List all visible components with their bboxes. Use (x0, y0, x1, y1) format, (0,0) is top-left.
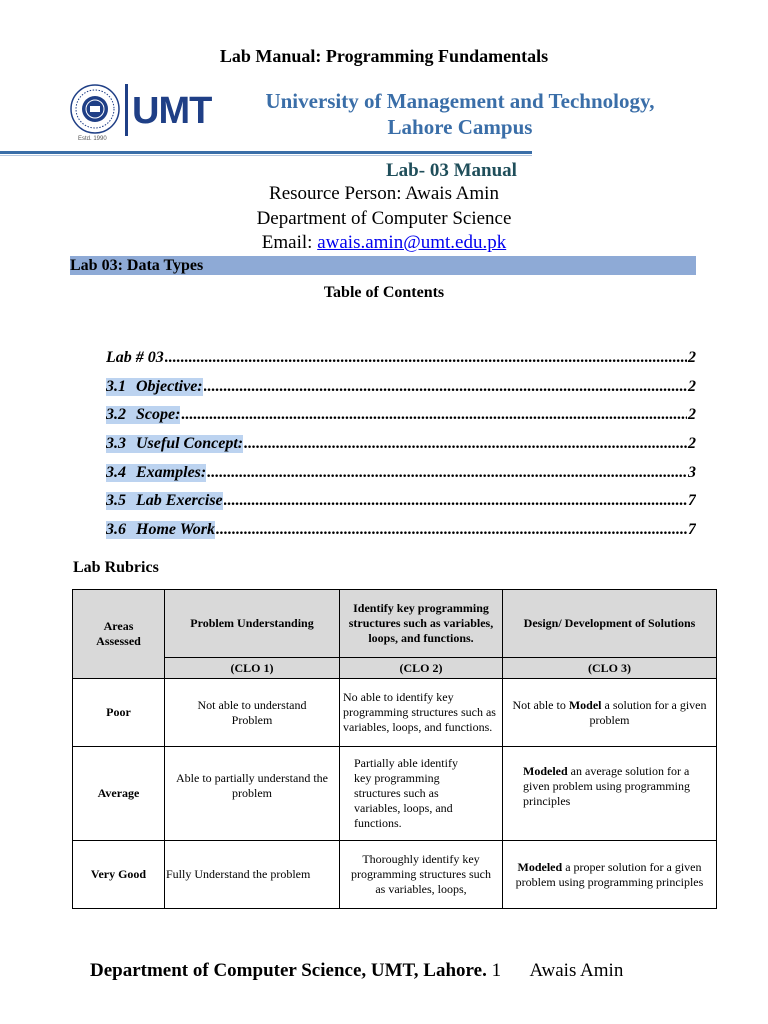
umt-logo-text: UMT (132, 90, 212, 132)
cell-text: Not able to (512, 697, 569, 712)
toc-item-number: 3.2 (106, 406, 136, 424)
toc-item-label: Home Work (136, 521, 215, 538)
cell-bold-text: Model (568, 697, 602, 712)
cell-identify-structures: No able to identify key programming structures such as variables, loops, and functions. (340, 679, 503, 747)
row-label: Very Good (73, 841, 165, 909)
toc-item-number: 3.6 (106, 521, 136, 539)
toc-item[interactable] (106, 435, 696, 457)
manual-title: Lab Manual: Programming Fundamentals (219, 46, 549, 66)
header-design-development: Design/ Development of Solutions (503, 590, 717, 658)
toc-item-page: 2 (688, 349, 696, 366)
row-label: Average (73, 747, 165, 841)
table-row (73, 679, 717, 747)
cell-problem-understanding: Fully Understand the problem (165, 841, 340, 909)
cell-problem-understanding: Able to partially understand the problem (165, 747, 340, 841)
toc-item-label: Lab # 03 (106, 349, 164, 366)
toc-item-page: 7 (688, 492, 696, 509)
footer-department: Department of Computer Science, UMT, Lahore. (90, 960, 487, 981)
toc-item-label: Scope: (136, 406, 181, 423)
toc-item-page: 7 (688, 521, 696, 538)
header-identify-structures: Identify key programming structures such as variables, loops, and functions. (340, 590, 503, 658)
toc-leader (165, 349, 687, 367)
table-row (73, 841, 717, 909)
toc-item[interactable] (106, 378, 696, 400)
clo-3: (CLO 3) (503, 658, 717, 679)
table-header-row (73, 590, 717, 658)
department: Department of Computer Science (256, 208, 512, 229)
toc-item-page: 3 (688, 464, 696, 481)
cell-text: a solution for a given problem (589, 697, 707, 727)
university-line-2: Lahore Campus (387, 115, 533, 139)
cell-text: an average solution for a given problem using programming principles (523, 764, 690, 808)
toc-item-page: 2 (688, 378, 696, 395)
toc-item-number: 3.3 (106, 435, 136, 453)
header-rule (0, 151, 532, 154)
email-line (0, 232, 768, 254)
toc-item-number: 3.5 (106, 492, 136, 510)
university-name (240, 88, 680, 140)
row-label: Poor (73, 679, 165, 747)
toc-leader (181, 406, 687, 424)
toc-leader (244, 435, 687, 453)
cell-design-development (503, 747, 717, 841)
header-areas-assessed: Areas Assessed (73, 590, 165, 679)
clo-2: (CLO 2) (340, 658, 503, 679)
toc-leader (204, 378, 687, 396)
rubrics-heading: Lab Rubrics (73, 559, 159, 576)
clo-row (73, 658, 717, 679)
cell-problem-understanding: Not able to understand Problem (165, 679, 340, 747)
toc-item-label: Useful Concept: (136, 435, 244, 452)
clo-1: (CLO 1) (165, 658, 340, 679)
toc-item-number: 3.1 (106, 378, 136, 396)
lab-manual-label: Lab- 03 Manual (386, 160, 517, 181)
rubrics-table (72, 589, 717, 909)
toc-item-label: Lab Exercise (136, 492, 223, 509)
toc-heading: Table of Contents (323, 284, 445, 301)
cell-identify-structures: Thoroughly identify key programming structures such as variables, loops, (340, 841, 503, 909)
cell-design-development (503, 841, 717, 909)
university-line-1: University of Management and Technology, (265, 89, 655, 113)
cell-text: a proper solution for a given problem using programming principles (515, 859, 704, 889)
email-link[interactable]: awais.amin@umt.edu.pk (317, 232, 507, 253)
toc-item[interactable] (106, 406, 696, 428)
toc-item-page: 2 (688, 435, 696, 452)
toc-item-label: Examples: (136, 464, 207, 481)
toc-leader (207, 464, 687, 482)
header-problem-understanding: Problem Understanding (165, 590, 340, 658)
cell-bold-text: Modeled (517, 859, 563, 874)
page-footer (90, 960, 623, 982)
cell-design-development (503, 679, 717, 747)
table-row (73, 747, 717, 841)
toc-leader (224, 492, 687, 510)
logo-divider (125, 84, 128, 136)
toc-item[interactable] (106, 349, 696, 371)
lab-title: Lab 03: Data Types (70, 257, 204, 274)
footer-author: Awais Amin (529, 960, 624, 981)
cell-bold-text: Modeled (523, 764, 568, 778)
toc-item-number: 3.4 (106, 464, 136, 482)
toc-item[interactable] (106, 521, 696, 543)
umt-seal-icon (70, 84, 120, 134)
toc-item[interactable] (106, 492, 696, 514)
toc-item[interactable] (106, 464, 696, 486)
email-label: Email: (261, 232, 318, 253)
estd-label: Estd. 1990 (78, 136, 107, 142)
header-rule-thin (0, 155, 532, 156)
footer-page-number: 1 (491, 960, 502, 981)
cell-identify-structures: Partially able identify key programming structures such as variables, loops, and functions. (340, 747, 503, 841)
resource-person: Resource Person: Awais Amin (269, 183, 499, 204)
toc-item-page: 2 (688, 406, 696, 423)
toc-leader (216, 521, 687, 539)
lab-title-banner (70, 256, 696, 275)
toc-item-label: Objective: (136, 378, 203, 395)
